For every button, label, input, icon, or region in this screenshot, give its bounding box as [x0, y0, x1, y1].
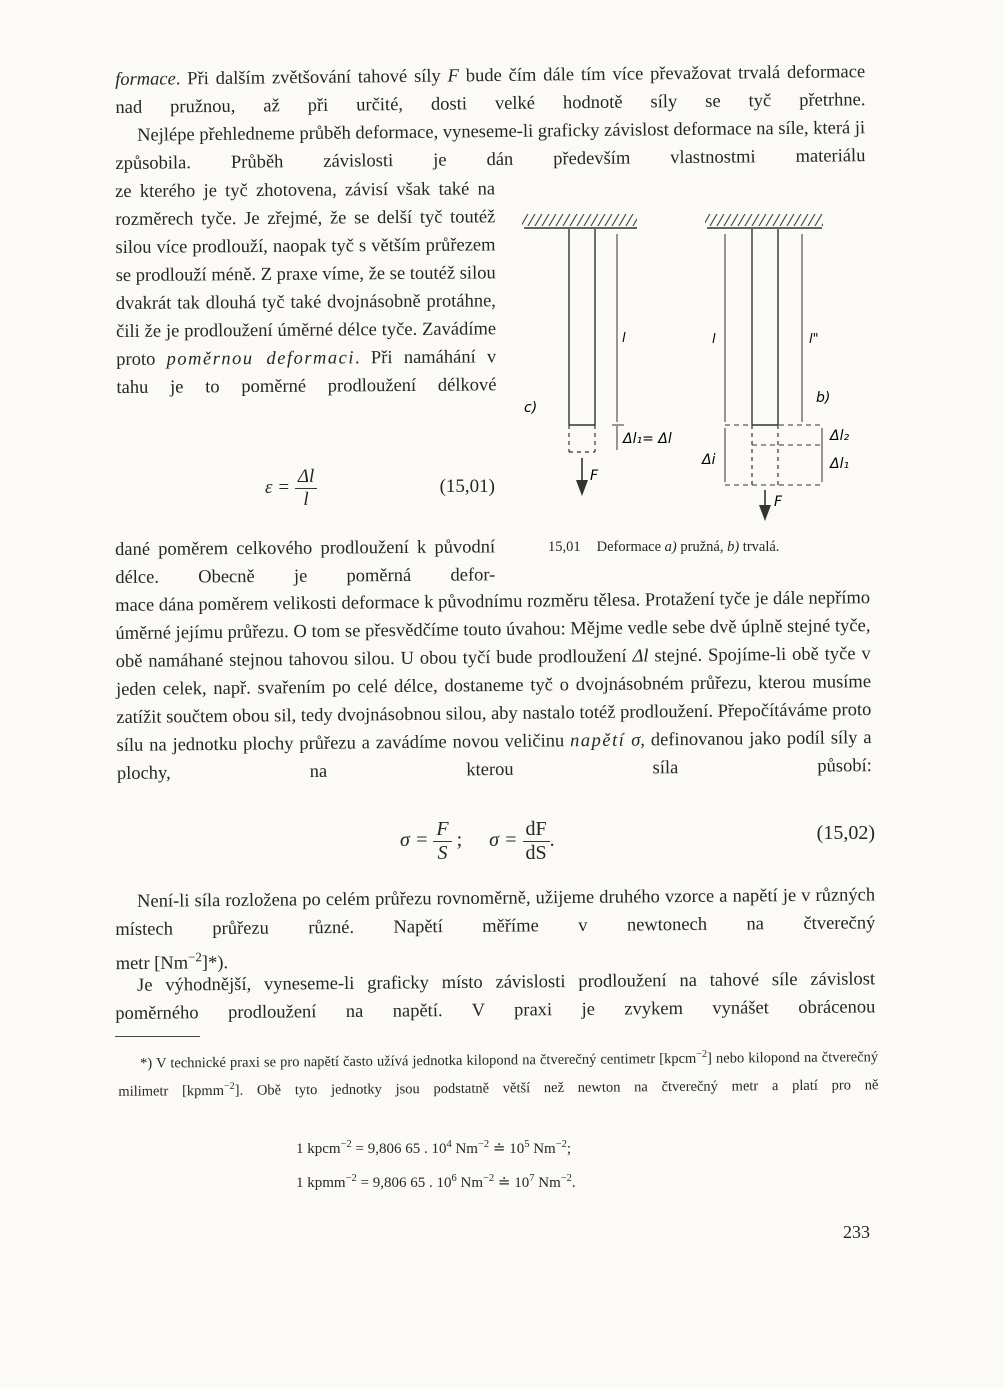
footnote-equation-kpcm: 1 kpcm$^{-2}$ = 9,806 65 . $10^4$ $Nm^{-2}$ ≐ $10^5$ $Nm^{-2}$; — [296, 1139, 572, 1157]
rod-permanent — [701, 214, 849, 521]
label-F-right: F — [774, 494, 783, 510]
paragraph-deformation-continued: dané poměrem celkového prodloužení k původní délce. Obecně je poměrná defor- — [115, 537, 496, 588]
footnote: *) V technické praxi se pro napětí často užívá jednotka kilopond na čtverečný centimetr [kpcm$^{-2}$] nebo kilopond na čtverečný milimetr [kpmm$^{-2}$]. Obě tyto jednotky jsou podstatně větší než newton na čtverečný metr a platí pro ně — [118, 1048, 879, 1100]
page-number: 233 — [843, 1222, 870, 1242]
figure-15-01 — [512, 200, 872, 530]
paragraph-stress: mace dána poměrem velikosti deformace k původnímu rozměru tělesa. Protažení tyče je dále nepřímo úměrné jejímu průřezu. O tom se přesvědčíme touto úvahou: Mějme vedle sebe dvě úplně stejné tyče, obě namáhané stejnou tahovou silou. U obou tyčí bude prodloužení Δl stejné. Spojíme-li obě tyče v jeden celek, např. svařením po celé délce, dostaneme tyč o dvojnásobném průřezu, kterou musíme zatížit součtem obou sil, tedy dvojnásobnou silou, aby nastalo totéž prodloužení. Přepočítáváme proto sílu na jednotku plochy průřezu a zavádíme novou veličinu napětí σ, definovanou jako podíl síly a plochy, na kterou síla působí: — [115, 588, 872, 784]
paragraph-intro: formace. Při dalším zvětšování tahové síly F bude čím dále tím více převažovat trvalá deformace nad pružnou, až při určité, dosti velké hodnotě síly se tyč přetrhne. — [115, 62, 866, 118]
rod-elastic — [522, 214, 672, 496]
label-dl1-equals-dl: Δl₁= Δl — [623, 431, 672, 447]
fraction-dl-over-l: $\frac{\Delta l}{l}$ — [295, 466, 317, 511]
label-l: l — [622, 331, 626, 346]
fraction-dF-over-dS: $\frac{dF}{dS}$ — [523, 818, 550, 865]
term-relative-deformation: poměrnou deformaci — [166, 348, 356, 370]
equation-15-02: σ = $\frac{F}{S}$ ; σ = $\frac{dF}{dS}$ . (15,02) — [400, 818, 875, 864]
figure-caption: 15,01 Deformace a) pružná, b) trvalá. — [548, 539, 780, 555]
paragraph-graph: Je výhodnější, vyneseme-li graficky místo závislosti prodloužení na tahové síle závislost poměrného prodloužení na napětí. V praxi je zvykem vynášet obrácenou — [115, 969, 876, 1024]
label-di: Δi — [702, 452, 716, 468]
label-l-double-prime: l" — [809, 332, 819, 347]
italic-term: formace — [115, 69, 176, 90]
footnote-equation-kpmm: 1 kpmm$^{-2}$ = 9,806 65 . $10^6$ $Nm^{-2}$ ≐ $10^7$ $Nm^{-2}$. — [296, 1173, 576, 1191]
label-dl1: Δl₁ — [830, 456, 850, 472]
ceiling-hatch-right — [705, 214, 823, 226]
term-stress: napětí — [569, 730, 626, 752]
fraction-F-over-S: $\frac{F}{S}$ — [433, 818, 451, 865]
footnote-rule — [115, 1036, 200, 1037]
eq-lhs: ε = — [265, 476, 291, 498]
label-F-left: F — [590, 468, 599, 484]
equation-label: (15,01) — [439, 476, 495, 497]
paragraph-deformation: Nejlépe přehledneme průběh deformace, vyneseme-li graficky závislost deformace na síle, která ji způsobila. Průběh závislosti je dán především vlastnostmi materiálu — [115, 118, 866, 174]
paragraph-stress-units: Není-li síla rozložena po celém průřezu rovnoměrně, užijeme druhého vzorce a napětí je v různých místech průřezu různé. Napětí měříme v newtonech na čtverečný metr $[Nm^{-2}]*$). — [115, 885, 876, 975]
svg-text:l: l — [712, 332, 716, 347]
equation-label: (15,02) — [816, 822, 875, 844]
label-c: c) — [524, 400, 538, 416]
equation-15-01 — [115, 460, 495, 520]
label-b: b) — [816, 390, 831, 406]
footnote-equations — [296, 1130, 576, 1198]
label-dl2: Δl₂ — [830, 428, 850, 444]
deformation-diagram — [512, 200, 872, 530]
paragraph-deformation-left-column: ze kterého je tyč zhotovena, závisí však také na rozměrech tyče. Je zřejmé, že se delší tyč toutéž silou více prodlouží, naopak tyč s větším průřezem se prodlouží méně. Z praxe víme, že se toutéž silou dvakrát tak dlouhá tyč také dvojnásobně protáhne, čili že je prodloužení úměrné délce tyče. Zavádíme proto poměrnou deformaci. Při namáhání v tahu je to poměrné prodloužení délkové — [115, 179, 497, 398]
ceiling-hatch-left — [522, 214, 637, 226]
